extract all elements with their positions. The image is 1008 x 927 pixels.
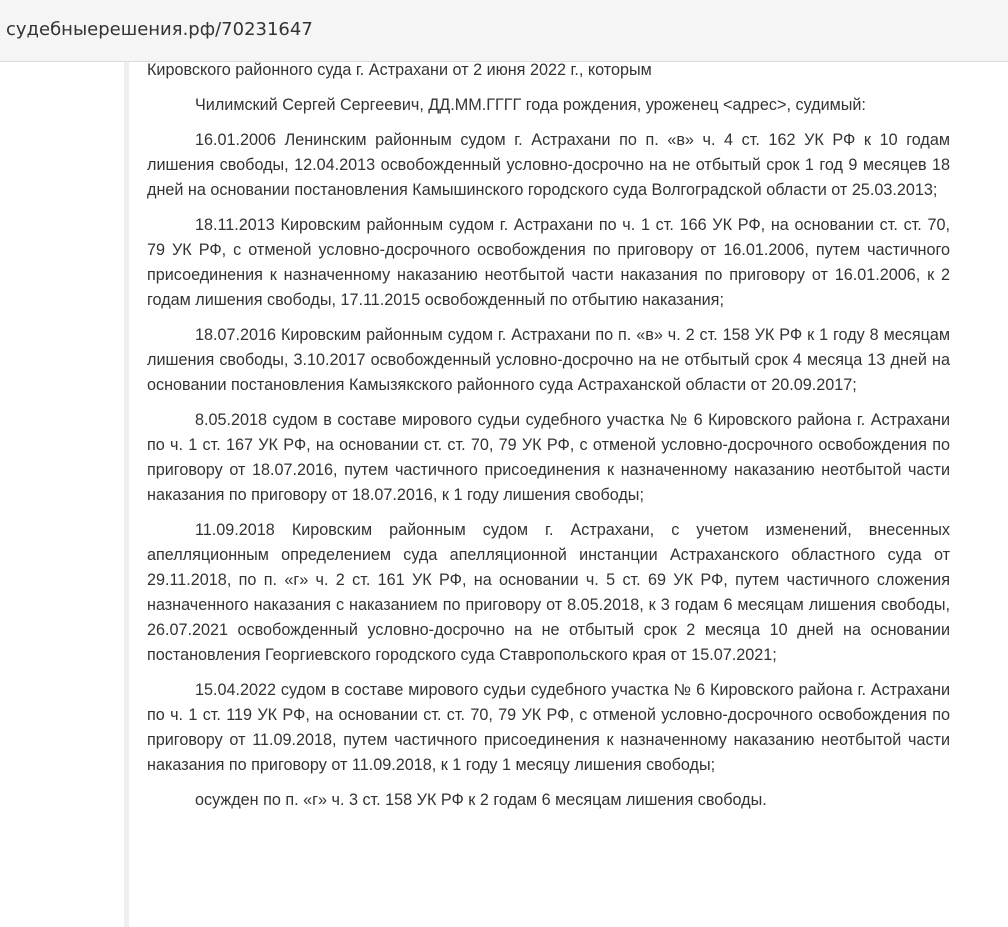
document-paragraph: 18.07.2016 Кировским районным судом г. Астрахани по п. «в» ч. 2 ст. 158 УК РФ к 1 году 8 месяцам лишения свободы, 3.10.2017 освобожденный условно-досрочно на не отбытый срок 4 месяца 13 дней на основании постановления Камызякского районного суда Астраханской области от 20.09.2017;	[147, 326, 950, 394]
document-paragraph: Чилимский Сергей Сергеевич, ДД.ММ.ГГГГ года рождения, уроженец <адрес>, судимый:	[195, 96, 866, 114]
document-paragraph: Кировского районного суда г. Астрахани от 2 июня 2022 г., которым	[147, 61, 652, 79]
document-paragraph: 18.11.2013 Кировским районным судом г. Астрахани по ч. 1 ст. 166 УК РФ, на основании ст. ст. 70, 79 УК РФ, с отменой условно-досрочного освобождения по приговору от 16.01.2006, путем частичного присоединения к назначенному наказанию неотбытой части наказания по приговору от 16.01.2006, к 2 годам лишения свободы, 17.11.2015 освобожденный по отбытию наказания;	[147, 216, 950, 309]
document-paragraph: 11.09.2018 Кировским районным судом г. Астрахани, с учетом изменений, внесенных апелляционным определением суда апелляционной инстанции Астраханского областного суда от 29.11.2018, по п. «г» ч. 2 ст. 161 УК РФ, на основании ч. 5 ст. 69 УК РФ, путем частичного сложения назначенного наказания с наказанием по приговору от 8.05.2018, к 3 годам 6 месяцам лишения свободы, 26.07.2021 освобожденный условно-досрочно на не отбытый срок 2 месяца 10 дней на основании постановления Георгиевского городского суда Ставропольского края от 15.07.2021;	[147, 521, 950, 664]
document-paragraph: осужден по п. «г» ч. 3 ст. 158 УК РФ к 2 годам 6 месяцам лишения свободы.	[195, 791, 767, 809]
left-margin	[0, 62, 124, 927]
document-paragraph: 16.01.2006 Ленинским районным судом г. Астрахани по п. «в» ч. 4 ст. 162 УК РФ к 10 годам лишения свободы, 12.04.2013 освобожденный условно-досрочно на не отбытый срок 1 год 9 месяцев 18 дней на основании постановления Камышинского городского суда Волгоградской области от 25.03.2013;	[147, 131, 950, 199]
document-body	[147, 58, 950, 823]
document-paragraph: 8.05.2018 судом в составе мирового судьи судебного участка № 6 Кировского района г. Астрахани по ч. 1 ст. 167 УК РФ, на основании ст. ст. 70, 79 УК РФ, с отменой условно-досрочного освобождения по приговору от 18.07.2016, путем частичного присоединения к назначенному наказанию неотбытой части наказания по приговору от 18.07.2016, к 1 году лишения свободы;	[147, 411, 950, 504]
address-bar[interactable]	[0, 0, 1008, 62]
address-bar-url[interactable]: судебныерешения.рф/70231647	[6, 19, 313, 40]
document-paragraph: 15.04.2022 судом в составе мирового судьи судебного участка № 6 Кировского района г. Астрахани по ч. 1 ст. 119 УК РФ, на основании ст. ст. 70, 79 УК РФ, с отменой условно-досрочного освобождения по приговору от 11.09.2018, путем частичного присоединения к назначенному наказанию неотбытой части наказания по приговору от 11.09.2018, к 1 году 1 месяцу лишения свободы;	[147, 681, 950, 774]
content-divider	[124, 62, 129, 927]
